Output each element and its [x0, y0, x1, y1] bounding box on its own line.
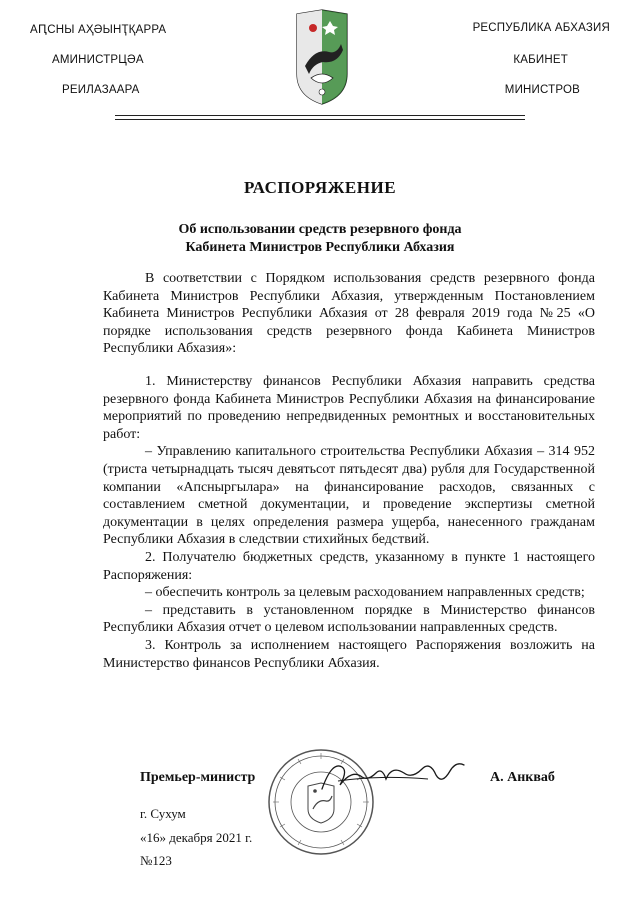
- header-right-line-2: КАБИНЕТ: [513, 54, 568, 66]
- subtitle-line-2: Кабинета Министров Республики Абхазия: [185, 240, 455, 255]
- signatory-position: Премьер-министр: [140, 770, 256, 785]
- state-emblem-icon: [293, 8, 351, 106]
- header-divider-top: [115, 115, 525, 116]
- paragraph-2-bullet-1: – обеспечить контроль за целевым расходованием направленных средств;: [145, 585, 585, 601]
- document-title: РАСПОРЯЖЕНИЕ: [243, 178, 397, 197]
- issue-city: г. Сухум: [140, 806, 186, 821]
- subtitle-line-1: Об использовании средств резервного фонда: [178, 222, 462, 237]
- header-divider-bottom: [115, 119, 525, 120]
- header-left-line-3: РЕИЛАЗААРА: [62, 84, 140, 96]
- paragraph-1-bullet: – Управлению капитального строительства Республики Абхазия – 314 952 (триста четырнадцать тысяч девятьсот пятьдесят два) рубля для Государственной компании «Апсныргылара» на финансирование расходов, связанных с составлением сметной документации, и проведение экспертизы сметной документации в целях определения размера ущерба, нанесенного гражданам Республики Абхазия в следствии стихийных бедствий.: [103, 444, 595, 548]
- header-right-line-3: МИНИСТРОВ: [504, 84, 580, 96]
- paragraph-2-bullet-2: – представить в установленном порядке в Министерство финансов Республики Абхазия отчет о целевом использовании направленных средств.: [103, 602, 595, 636]
- issue-date: «16» декабря 2021 г.: [140, 830, 253, 845]
- signatory-name: А. Анкваб: [490, 770, 555, 785]
- document-number: №123: [140, 853, 172, 868]
- document-subtitle: [0, 221, 640, 257]
- paragraph-1: 1. Министерству финансов Республики Абхазия направить средства резервного фонда Кабинета Министров Республики Абхазия на финансирование мероприятий по проведению непредвиденных ремонтных и восстановительных работ:: [103, 374, 595, 442]
- paragraph-2: 2. Получателю бюджетных средств, указанному в пункте 1 настоящего Распоряжения:: [103, 549, 595, 583]
- header-left-line-1: АԤСНЫ АҲӘЫНҬҚАРРА: [30, 24, 167, 36]
- header-left-line-2: АМИНИСТРЦӘА: [52, 54, 144, 66]
- header-right-line-1: РЕСПУБЛИКА АБХАЗИЯ: [472, 22, 610, 34]
- paragraph-3: 3. Контроль за исполнением настоящего Распоряжения возложить на Министерство финансов Республики Абхазия.: [103, 637, 595, 671]
- intro-paragraph: [103, 270, 595, 358]
- main-body: [103, 373, 595, 672]
- handwritten-signature-icon: [318, 755, 468, 797]
- intro-text: В соответствии с Порядком использования средств резервного фонда Кабинета Министров Республики Абхазия, утвержденным Постановлением Кабинета Министров Республики Абхазия от 28 февраля 2019 года №25 «О порядке использования средств резервного фонда Кабинета Министров Республики Абхазия»:: [103, 271, 595, 357]
